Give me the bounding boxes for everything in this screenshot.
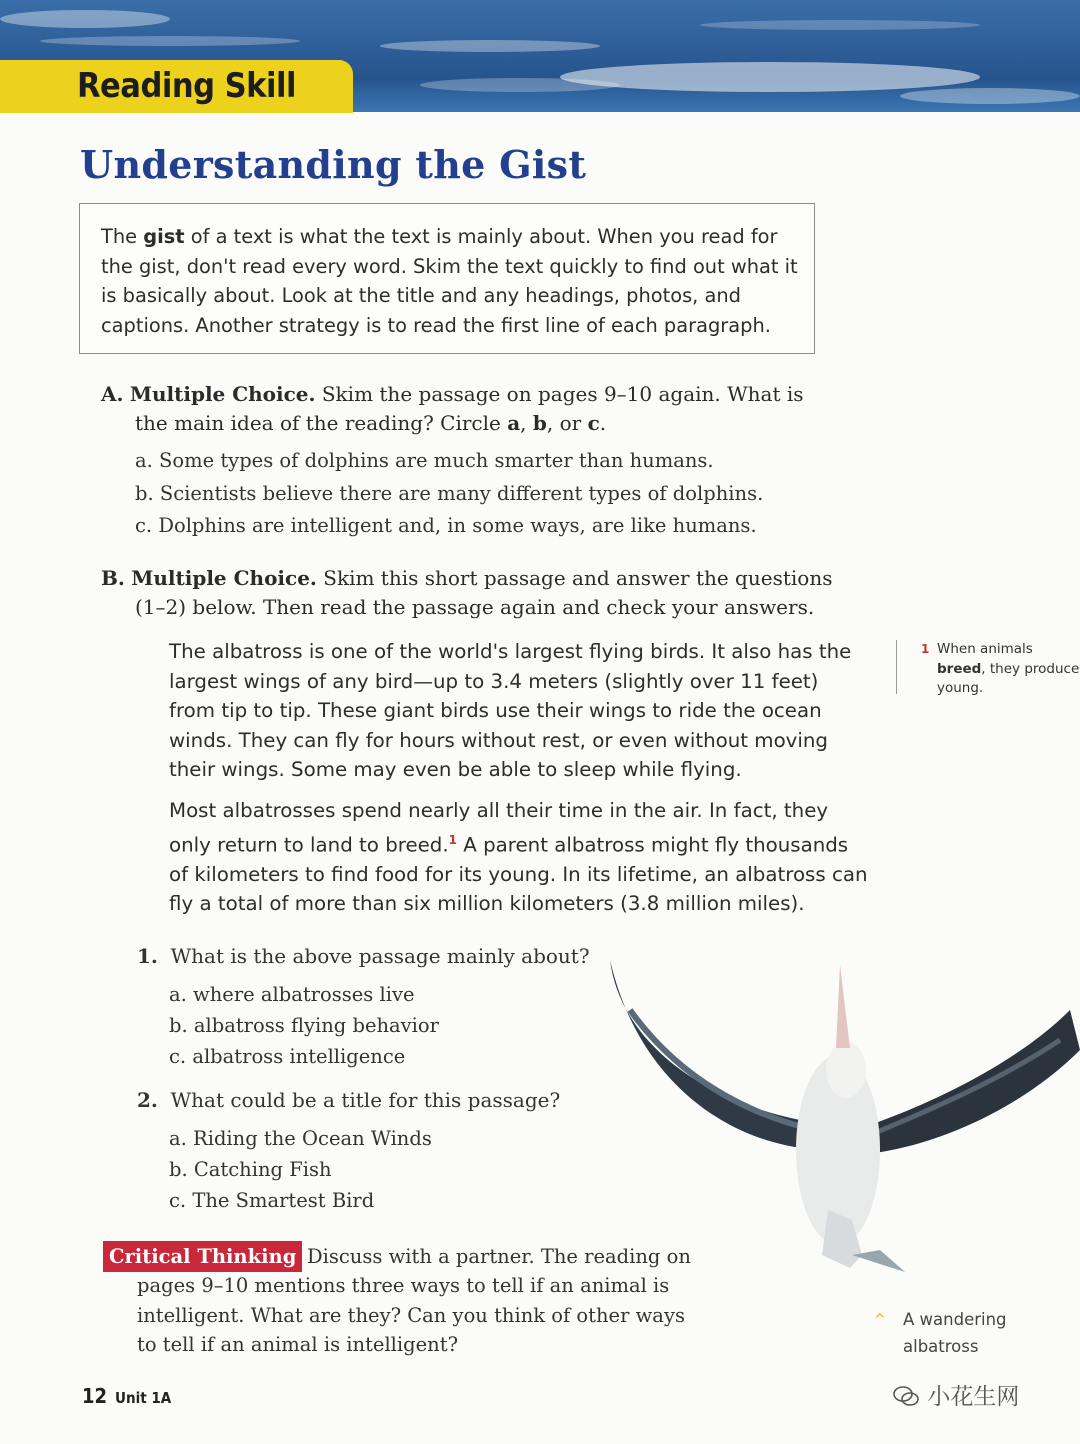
question-2-option[interactable]: a. Riding the Ocean Winds: [169, 1127, 432, 1150]
passage-paragraph-1: The albatross is one of the world's largest flying birds. It also has the largest wings of any bird—up to 3.4 meters (slightly over 11 feet) from tip to tip. These giant birds use their wings to ride the ocean winds. They can fly for hours without rest, or even without moving their wings. Some may even be able to sleep while flying.: [169, 640, 852, 781]
section-a-instruction: the main idea of the reading? Circle a, b, or c.: [135, 411, 607, 435]
section-a-option[interactable]: a. Some types of dolphins are much smarter than humans.: [135, 449, 714, 472]
gist-definition-box: [79, 203, 815, 354]
critical-thinking-text: Discuss with a partner. The reading on pages 9–10 mentions three ways to tell if an animal is intelligent. What are they? Can you think of other ways to tell if an animal is intelligent?: [137, 1245, 691, 1356]
page-footer: [82, 1384, 171, 1408]
reading-skill-label: Reading Skill: [77, 66, 296, 106]
albatross-photo: [600, 950, 1080, 1280]
section-b-heading: B. Multiple Choice. Skim this short passage and answer the questions: [101, 566, 833, 590]
photo-caption: ^ A wandering albatross: [874, 1306, 1024, 1360]
critical-thinking-badge: Critical Thinking: [103, 1241, 302, 1272]
section-b-instruction: (1–2) below. Then read the passage again and check your answers.: [135, 595, 815, 619]
wechat-icon: [892, 1384, 920, 1408]
section-a-option[interactable]: c. Dolphins are intelligent and, in some ways, are like humans.: [135, 514, 757, 537]
watermark: 小花生网: [892, 1378, 1019, 1411]
section-a-heading: A. Multiple Choice. Skim the passage on pages 9–10 again. What is: [101, 382, 804, 406]
page-number: 12: [82, 1384, 108, 1408]
reading-skill-tab: [0, 60, 353, 113]
section-a-option[interactable]: b. Scientists believe there are many different types of dolphins.: [135, 482, 764, 505]
footnote-breed: 1 When animals breed, they produce young.: [896, 640, 1080, 694]
page-title: Understanding the Gist: [80, 142, 587, 187]
gist-term: gist: [143, 225, 185, 248]
question-1-option[interactable]: a. where albatrosses live: [169, 983, 415, 1006]
question-1: 1. What is the above passage mainly about?: [137, 944, 590, 968]
question-2: 2. What could be a title for this passage?: [137, 1088, 561, 1112]
question-2-option[interactable]: c. The Smartest Bird: [169, 1189, 375, 1212]
question-2-option[interactable]: b. Catching Fish: [169, 1158, 332, 1181]
footnote-ref: 1: [448, 832, 457, 847]
caret-up-icon: ^: [874, 1312, 886, 1328]
passage-paragraph-2: Most albatrosses spend nearly all their time in the air. In fact, they only return to land to breed.$^1$ A parent albatross might fly thousands of kilometers to find food for its young. In its lifetime, an albatross can fly a total of more than six million kilometers (3.8 million miles).: [169, 799, 868, 916]
question-1-option[interactable]: c. albatross intelligence: [169, 1045, 406, 1068]
gist-definition-text: The gist of a text is what the text is mainly about. When you read for the gist, don't read every word. Skim the text quickly to find out what it is basically about. Look at the title and any headings, photos, and captions. Another strategy is to read the first line of each paragraph.: [101, 225, 798, 337]
question-1-option[interactable]: b. albatross flying behavior: [169, 1014, 439, 1037]
unit-label: Unit 1A: [115, 1389, 172, 1407]
